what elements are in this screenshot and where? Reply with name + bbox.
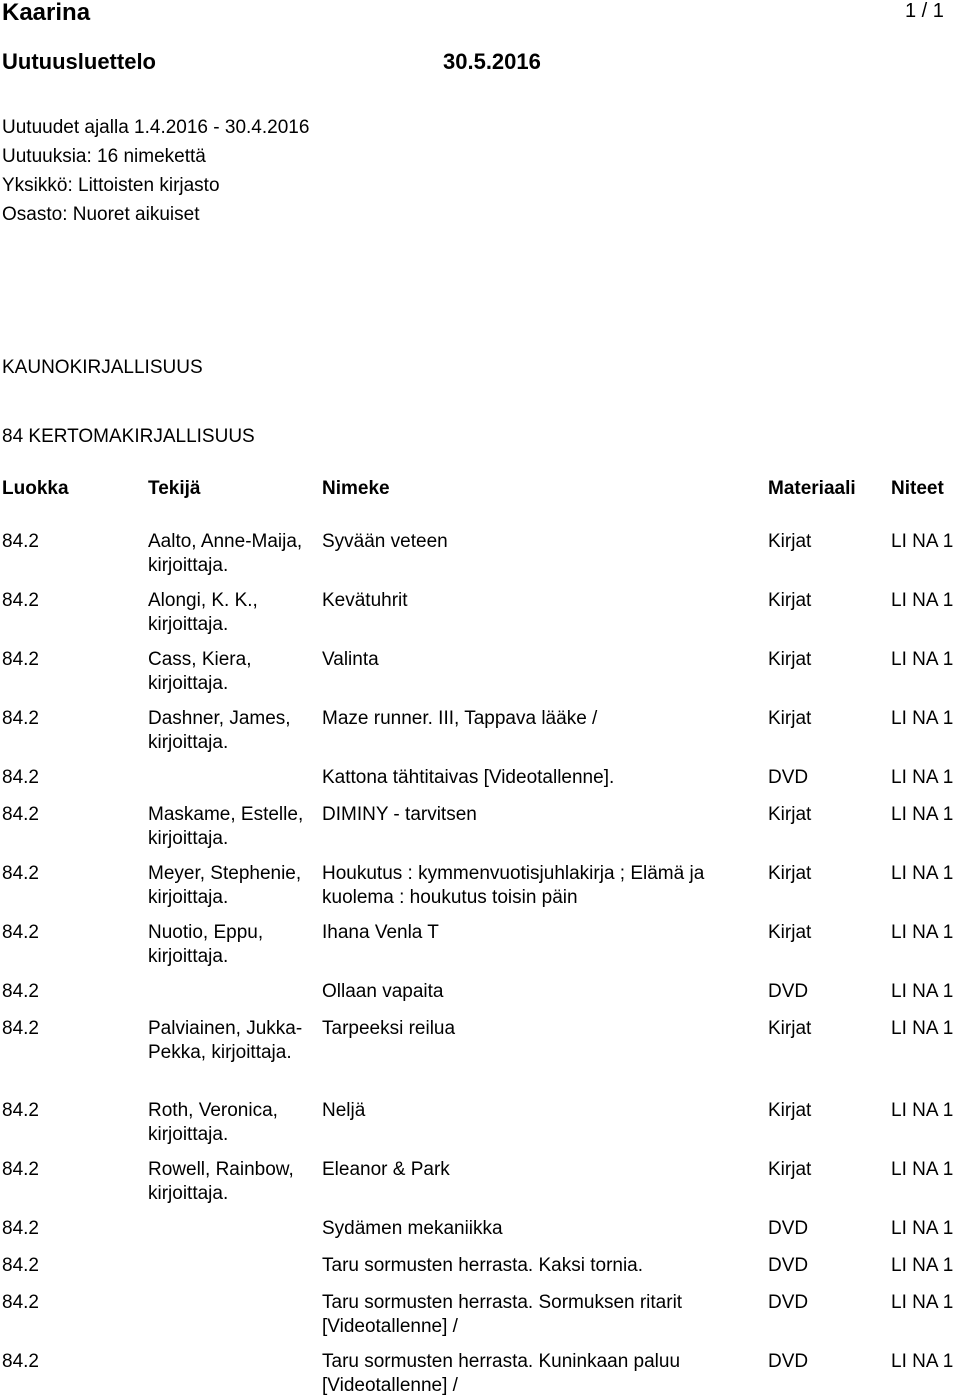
cell-nimeke: Taru sormusten herrasta. Sormuksen ritarit [Videotallenne] / bbox=[322, 1292, 683, 1337]
cell-materiaali: Kirjat bbox=[768, 922, 812, 943]
cell-luokka: 84.2 bbox=[2, 1159, 39, 1180]
cell-niteet: LI NA 1 bbox=[891, 590, 954, 611]
column-header-niteet: Niteet bbox=[891, 478, 944, 499]
subsection-heading: 84 KERTOMAKIRJALLISUUS bbox=[2, 426, 255, 447]
cell-materiaali: DVD bbox=[768, 1255, 809, 1276]
cell-nimeke: Syvään veteen bbox=[322, 531, 448, 552]
column-header-materiaali: Materiaali bbox=[768, 478, 856, 499]
cell-nimeke: Ihana Venla T bbox=[322, 922, 439, 943]
cell-nimeke: Houkutus : kymmenvuotisjuhlakirja ; Elämä ja kuolema : houkutus toisin päin bbox=[322, 863, 705, 908]
cell-luokka: 84.2 bbox=[2, 1018, 39, 1039]
cell-luokka: 84.2 bbox=[2, 1100, 39, 1121]
cell-materiaali: DVD bbox=[768, 767, 809, 788]
cell-nimeke: Sydämen mekaniikka bbox=[322, 1218, 503, 1239]
cell-materiaali: DVD bbox=[768, 1218, 809, 1239]
cell-nimeke: Maze runner. III, Tappava lääke / bbox=[322, 708, 598, 729]
cell-nimeke: Neljä bbox=[322, 1100, 366, 1121]
column-header-nimeke: Nimeke bbox=[322, 478, 390, 499]
page-number: 1 / 1 bbox=[905, 0, 944, 22]
meta-count: Uutuuksia: 16 nimekettä bbox=[2, 146, 206, 167]
cell-tekija: Dashner, James, kirjoittaja. bbox=[148, 708, 291, 753]
cell-luokka: 84.2 bbox=[2, 863, 39, 884]
cell-nimeke: DIMINY - tarvitsen bbox=[322, 804, 477, 825]
meta-unit: Yksikkö: Littoisten kirjasto bbox=[2, 175, 220, 196]
cell-materiaali: Kirjat bbox=[768, 804, 812, 825]
cell-nimeke: Kevätuhrit bbox=[322, 590, 408, 611]
cell-niteet: LI NA 1 bbox=[891, 1100, 954, 1121]
cell-luokka: 84.2 bbox=[2, 804, 39, 825]
cell-materiaali: Kirjat bbox=[768, 1018, 812, 1039]
cell-tekija: Alongi, K. K., kirjoittaja. bbox=[148, 590, 258, 635]
cell-niteet: LI NA 1 bbox=[891, 1255, 954, 1276]
cell-niteet: LI NA 1 bbox=[891, 649, 954, 670]
cell-niteet: LI NA 1 bbox=[891, 1018, 954, 1039]
cell-materiaali: Kirjat bbox=[768, 531, 812, 552]
cell-niteet: LI NA 1 bbox=[891, 767, 954, 788]
meta-period: Uutuudet ajalla 1.4.2016 - 30.4.2016 bbox=[2, 117, 310, 138]
column-header-luokka: Luokka bbox=[2, 478, 69, 499]
cell-niteet: LI NA 1 bbox=[891, 922, 954, 943]
cell-luokka: 84.2 bbox=[2, 981, 39, 1002]
cell-luokka: 84.2 bbox=[2, 1292, 39, 1313]
cell-luokka: 84.2 bbox=[2, 767, 39, 788]
cell-luokka: 84.2 bbox=[2, 531, 39, 552]
document-title: Uutuusluettelo bbox=[2, 49, 156, 74]
cell-luokka: 84.2 bbox=[2, 1218, 39, 1239]
cell-luokka: 84.2 bbox=[2, 590, 39, 611]
cell-tekija: Nuotio, Eppu, kirjoittaja. bbox=[148, 922, 264, 967]
cell-luokka: 84.2 bbox=[2, 922, 39, 943]
cell-materiaali: DVD bbox=[768, 1351, 809, 1372]
cell-niteet: LI NA 1 bbox=[891, 1292, 954, 1313]
cell-niteet: LI NA 1 bbox=[891, 863, 954, 884]
document-date: 30.5.2016 bbox=[443, 49, 541, 74]
cell-materiaali: Kirjat bbox=[768, 590, 812, 611]
cell-niteet: LI NA 1 bbox=[891, 1218, 954, 1239]
cell-materiaali: DVD bbox=[768, 1292, 809, 1313]
cell-materiaali: Kirjat bbox=[768, 1100, 812, 1121]
cell-nimeke: Taru sormusten herrasta. Kaksi tornia. bbox=[322, 1255, 644, 1276]
library-name: Kaarina bbox=[2, 0, 91, 26]
cell-niteet: LI NA 1 bbox=[891, 804, 954, 825]
cell-niteet: LI NA 1 bbox=[891, 1351, 954, 1372]
cell-nimeke: Tarpeeksi reilua bbox=[322, 1018, 456, 1039]
cell-luokka: 84.2 bbox=[2, 649, 39, 670]
cell-luokka: 84.2 bbox=[2, 1255, 39, 1276]
cell-luokka: 84.2 bbox=[2, 708, 39, 729]
meta-department: Osasto: Nuoret aikuiset bbox=[2, 204, 200, 225]
cell-niteet: LI NA 1 bbox=[891, 531, 954, 552]
cell-tekija: Meyer, Stephenie, kirjoittaja. bbox=[148, 863, 302, 908]
cell-nimeke: Kattona tähtitaivas [Videotallenne]. bbox=[322, 767, 615, 788]
cell-niteet: LI NA 1 bbox=[891, 981, 954, 1002]
cell-nimeke: Ollaan vapaita bbox=[322, 981, 444, 1002]
cell-niteet: LI NA 1 bbox=[891, 708, 954, 729]
cell-nimeke: Taru sormusten herrasta. Kuninkaan paluu [Videotallenne] / bbox=[322, 1351, 681, 1396]
cell-niteet: LI NA 1 bbox=[891, 1159, 954, 1180]
cell-nimeke: Eleanor & Park bbox=[322, 1159, 450, 1180]
cell-materiaali: Kirjat bbox=[768, 708, 812, 729]
cell-materiaali: Kirjat bbox=[768, 649, 812, 670]
cell-tekija: Aalto, Anne-Maija, kirjoittaja. bbox=[148, 531, 303, 576]
cell-tekija: Palviainen, Jukka-Pekka, kirjoittaja. bbox=[148, 1018, 303, 1063]
section-heading: KAUNOKIRJALLISUUS bbox=[2, 357, 203, 378]
cell-nimeke: Valinta bbox=[322, 649, 379, 670]
cell-tekija: Rowell, Rainbow, kirjoittaja. bbox=[148, 1159, 294, 1204]
column-header-tekija: Tekijä bbox=[148, 478, 201, 499]
cell-materiaali: Kirjat bbox=[768, 1159, 812, 1180]
cell-materiaali: DVD bbox=[768, 981, 809, 1002]
cell-tekija: Roth, Veronica, kirjoittaja. bbox=[148, 1100, 278, 1145]
cell-tekija: Cass, Kiera, kirjoittaja. bbox=[148, 649, 252, 694]
cell-luokka: 84.2 bbox=[2, 1351, 39, 1372]
cell-materiaali: Kirjat bbox=[768, 863, 812, 884]
cell-tekija: Maskame, Estelle, kirjoittaja. bbox=[148, 804, 304, 849]
